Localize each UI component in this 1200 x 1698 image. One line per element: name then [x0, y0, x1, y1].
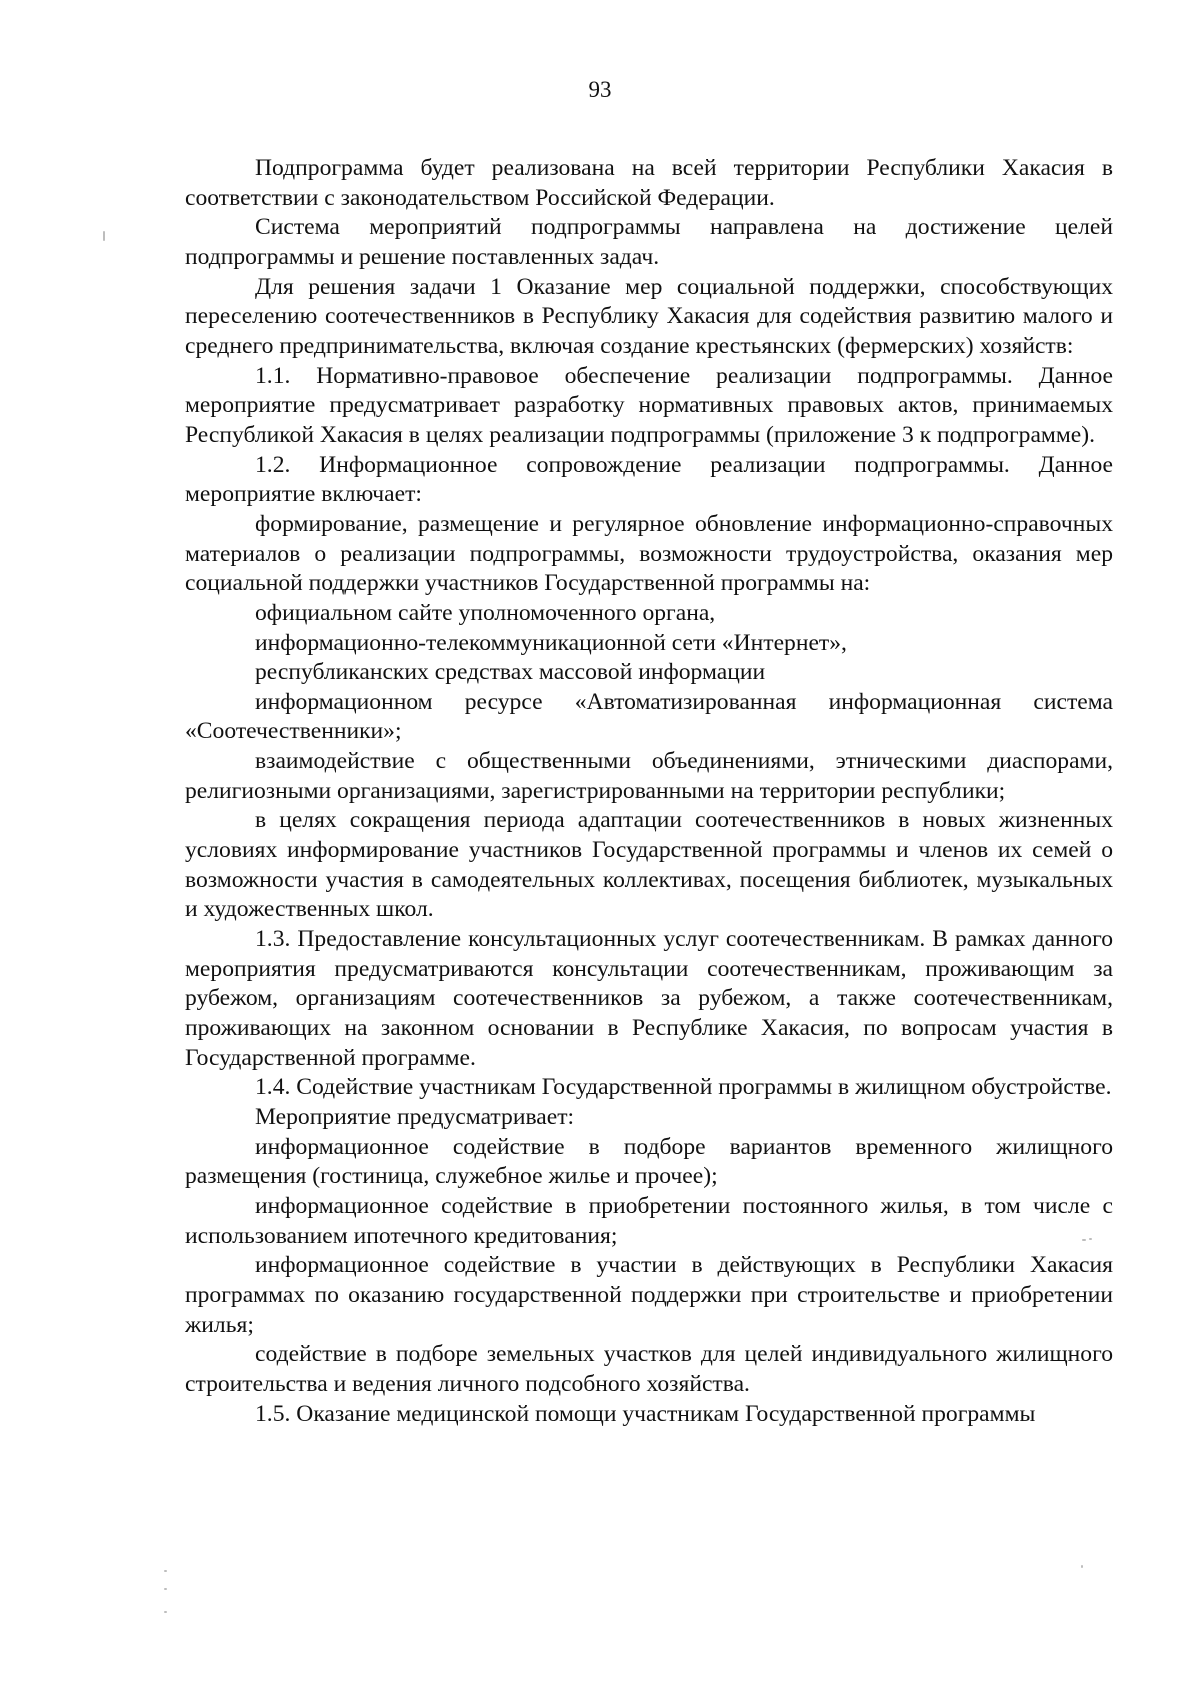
scan-speck — [1089, 1238, 1092, 1240]
paragraph: официальном сайте уполномоченного органа, — [255, 599, 716, 626]
scan-speck — [164, 1588, 167, 1590]
paragraph: 1.4. Содействие участникам Государственной программы в жилищном обустройстве. — [255, 1074, 1112, 1101]
scan-speck — [1081, 1565, 1083, 1568]
paragraph: 1.2. Информационное сопровождение реализации подпрограммы. Данное мероприятие включает: — [185, 451, 1113, 508]
paragraph: информационно-телекоммуникационной сети «Интернет», — [255, 629, 847, 656]
paragraph: информационном ресурсе «Автоматизированная информационная система «Соотечественники»; — [185, 688, 1113, 745]
paragraph: Мероприятие предусматривает: — [255, 1104, 575, 1130]
scan-speck — [103, 231, 105, 241]
paragraph: информационное содействие в участии в действующих в Республики Хакасия программах по оказанию государственной поддержки при строительстве и приобретении жилья; — [185, 1252, 1113, 1338]
paragraph: 1.5. Оказание медицинской помощи участникам Государственной программы — [255, 1400, 1036, 1427]
document-body — [185, 154, 1113, 1429]
paragraph: Для решения задачи 1 Оказание мер социальной поддержки, способствующих переселению соотечественников в Республику Хакасия для содействия развитию малого и среднего предпринимательства, включая создание крестьянских (фермерских) хозяйств: — [185, 273, 1113, 359]
paragraph: информационное содействие в приобретении постоянного жилья, в том числе с использованием ипотечного кредитования; — [185, 1192, 1113, 1249]
scan-speck — [164, 1611, 167, 1613]
paragraph: Система мероприятий подпрограммы направлена на достижение целей подпрограммы и решение поставленных задач. — [185, 214, 1113, 270]
page-number: 93 — [588, 77, 612, 102]
scan-speck — [1082, 1239, 1086, 1241]
paragraph: формирование, размещение и регулярное обновление информационно-справочных материалов о реализации подпрограммы, возможности трудоустройства, оказания мер социальной поддержки участников Государственной программы на: — [185, 510, 1113, 597]
paragraph: информационное содействие в подборе вариантов временного жилищного размещения (гостиница, служебное жилье и прочее); — [185, 1133, 1113, 1190]
paragraph: содействие в подборе земельных участков для целей индивидуального жилищного строительства и ведения личного подсобного хозяйства. — [185, 1341, 1113, 1397]
paragraph: взаимодействие с общественными объединениями, этническими диаспорами, религиозными организациями, зарегистрированными на территории республики; — [185, 748, 1113, 804]
scan-speck — [164, 1570, 167, 1572]
paragraph: республиканских средствах массовой информации — [255, 659, 766, 686]
paragraph: в целях сокращения периода адаптации соотечественников в новых жизненных условиях информирование участников Государственной программы и членов их семей о возможности участия в самодеятельных коллективах, посещения библиотек, музыкальных и художественных школ. — [185, 807, 1113, 923]
paragraph: 1.1. Нормативно-правовое обеспечение реализации подпрограммы. Данное мероприятие предусматривает разработку нормативных правовых актов, принимаемых Республикой Хакасия в целях реализации подпрограммы (приложение 3 к подпрограмме). — [185, 362, 1113, 448]
paragraph: 1.3. Предоставление консультационных услуг соотечественникам. В рамках данного мероприятия предусматриваются консультации соотечественникам, проживающим за рубежом, организациям соотечественников за рубежом, а также соотечественникам, проживающих на законном основании в Республике Хакасия, по вопросам участия в Государственной программе. — [185, 926, 1113, 1071]
paragraph: Подпрограмма будет реализована на всей территории Республики Хакасия в соответствии с законодательством Российской Федерации. — [185, 155, 1113, 211]
